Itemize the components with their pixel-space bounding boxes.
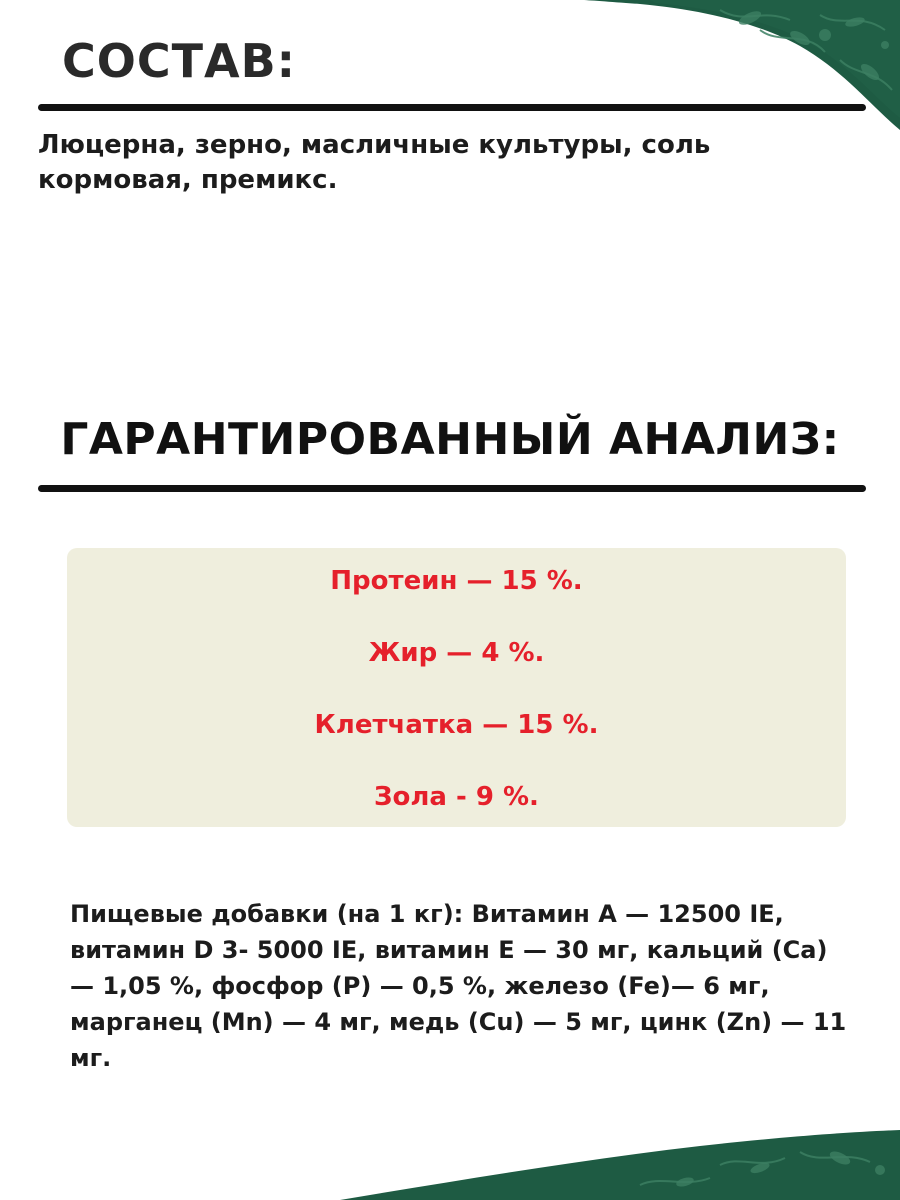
heading-divider: [38, 485, 866, 492]
analysis-item-fiber: Клетчатка — 15 %.: [314, 710, 599, 740]
leaf-pattern-corner-bottom: [340, 1110, 900, 1200]
analysis-item-ash: Зола - 9 %.: [374, 782, 539, 812]
analysis-item-fat: Жир — 4 %.: [368, 638, 545, 668]
composition-text: Люцерна, зерно, масличные культуры, соль кормовая, премикс.: [38, 130, 711, 195]
analysis-heading: ГАРАНТИРОВАННЫЙ АНАЛИЗ:: [60, 414, 840, 465]
analysis-item-protein: Протеин — 15 %.: [330, 566, 583, 596]
analysis-panel: [67, 548, 846, 827]
heading-divider: [38, 104, 866, 111]
additives-text: Пищевые добавки (на 1 кг): Витамин А — 12500 IE, витамин D 3- 5000 IE, витамин Е — 30 мг, кальций (Са) — 1,05 %, фосфор (Р) — 0,5 %, железо (Fe)— 6 мг, марганец (Mn) — 4 мг, медь (Cu) — 5 мг, цинк (Zn) — 11 мг.: [70, 900, 847, 1072]
composition-heading: СОСТАВ:: [62, 34, 297, 88]
